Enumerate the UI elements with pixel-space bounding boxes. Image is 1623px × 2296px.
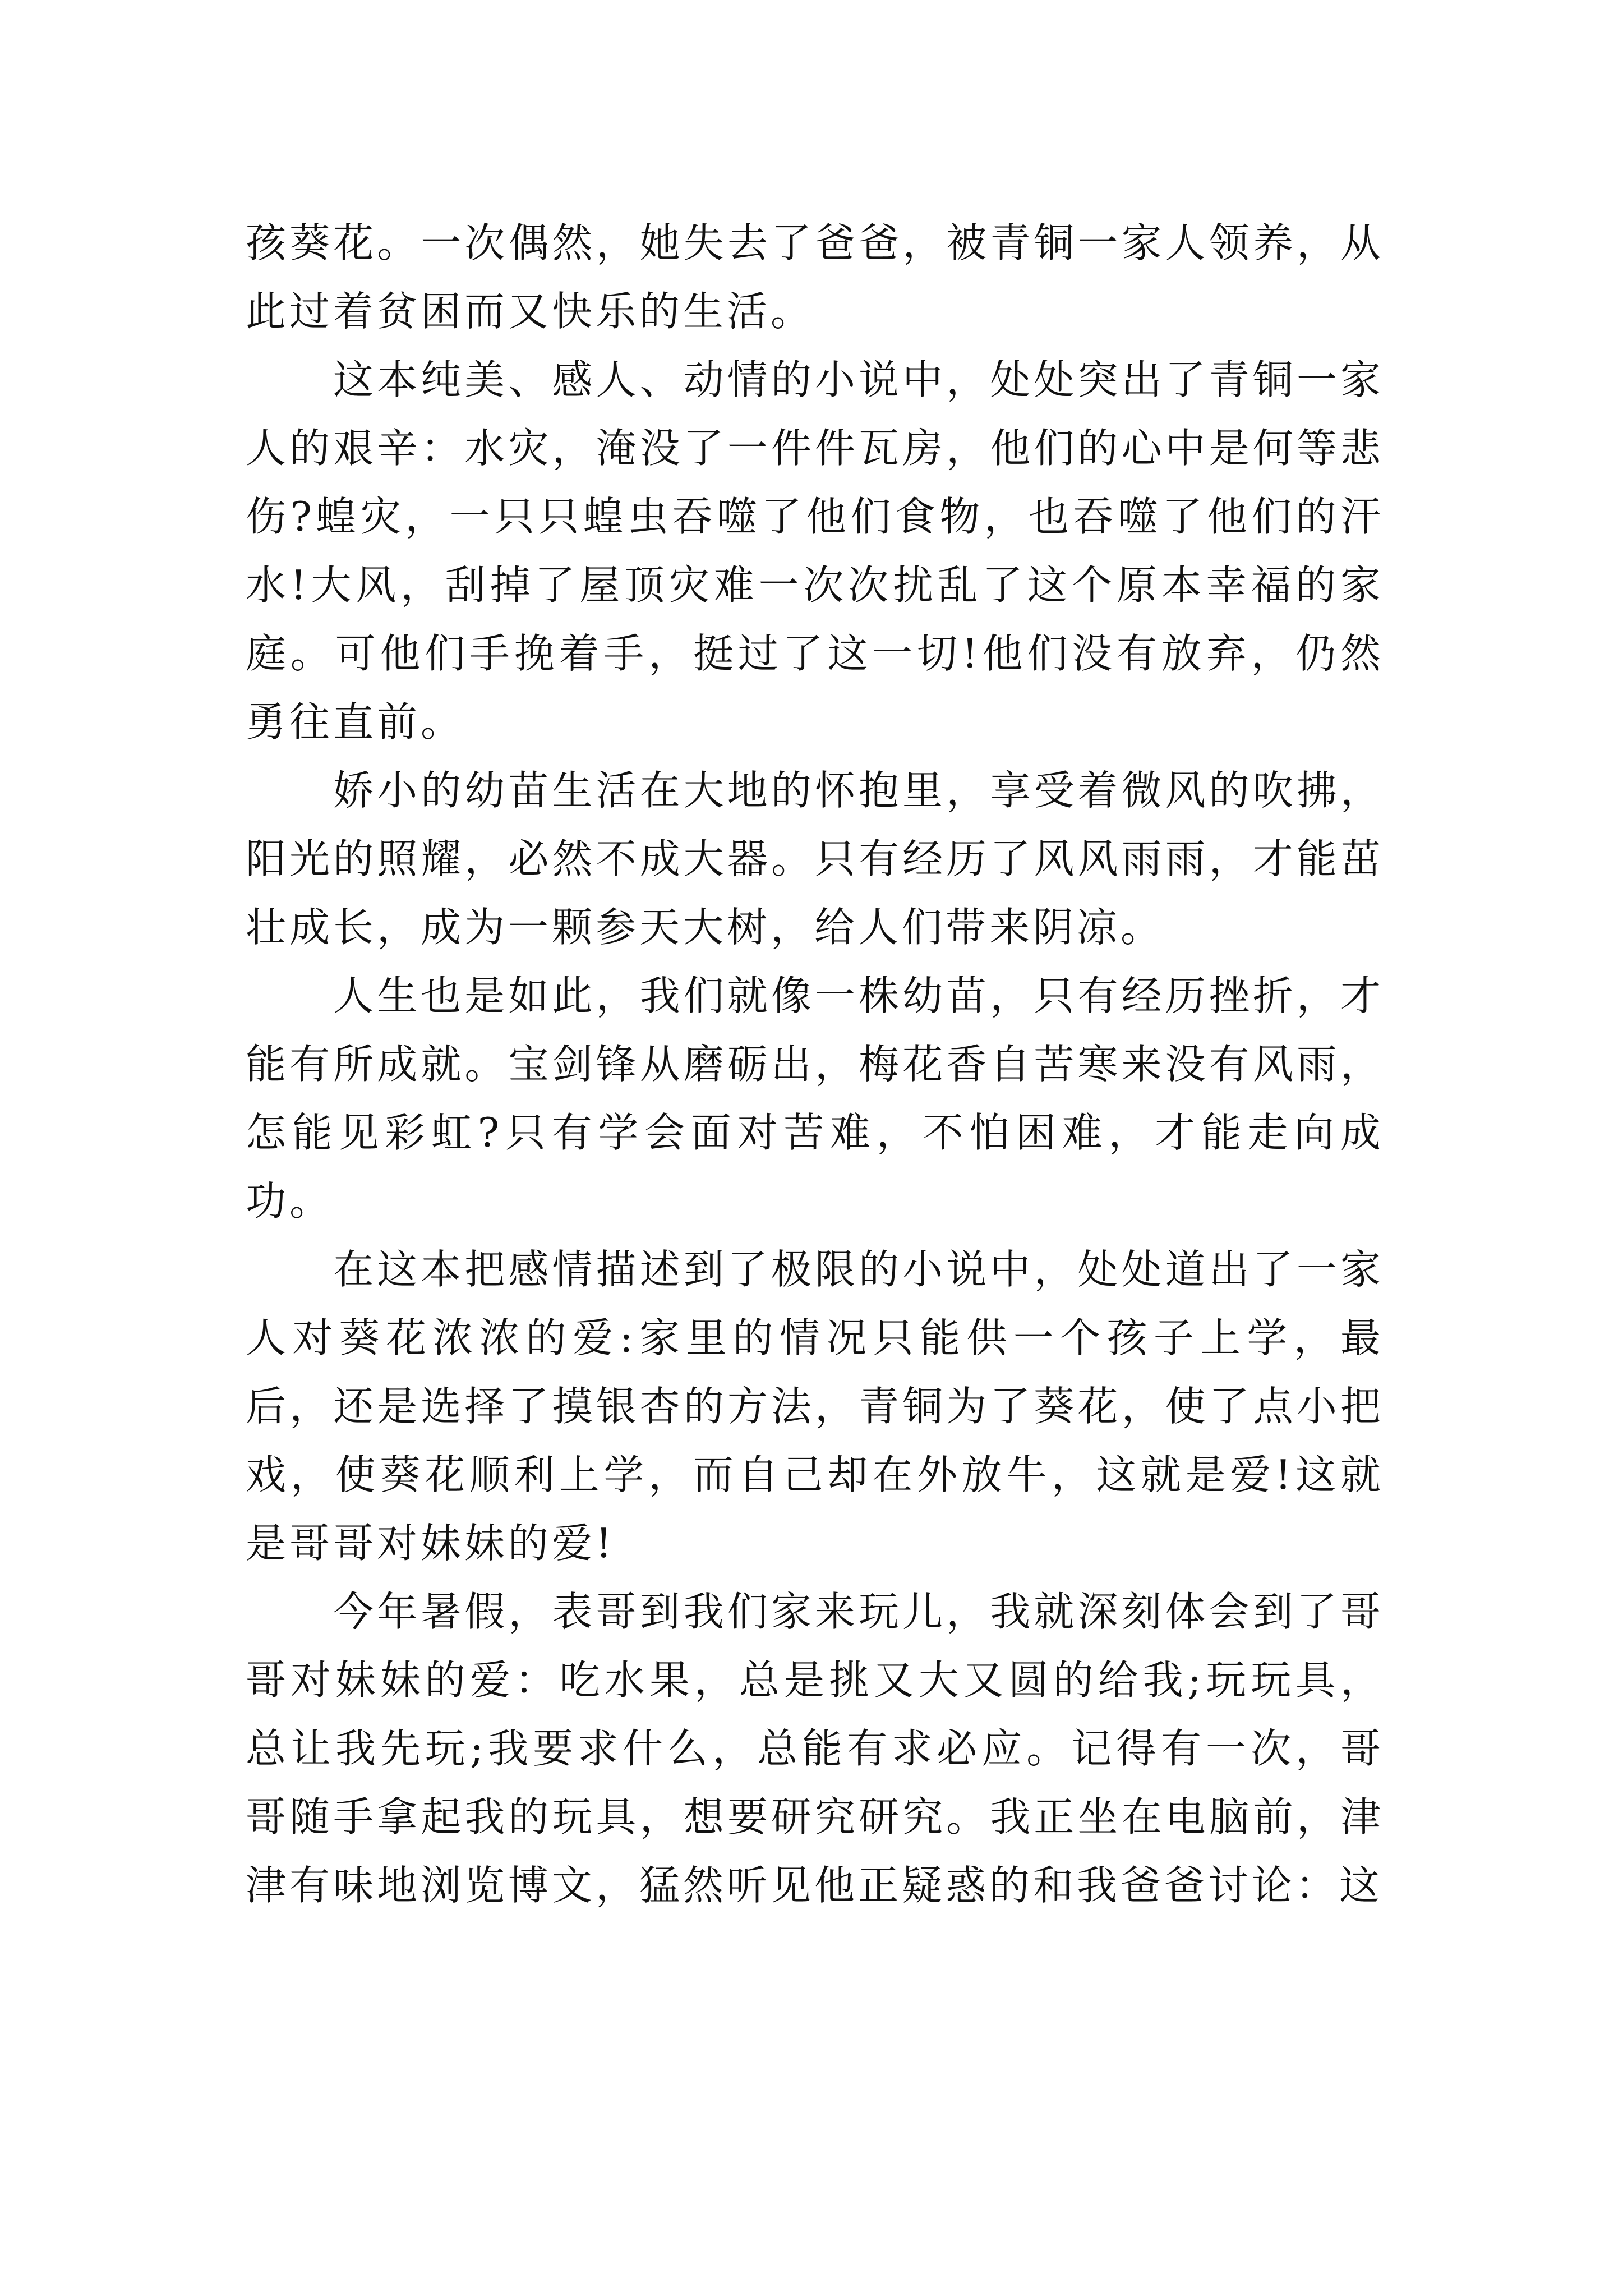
paragraph: 今年暑假，表哥到我们家来玩儿，我就深刻体会到了哥哥对妹妹的爱：吃水果，总是挑又大又圆的给我;玩玩具，总让我先玩;我要求什么，总能有求必应。记得有一次，哥哥随手拿起我的玩具，想要研究研究。我正坐在电脑前，津津有味地浏览博文，猛然听见他正疑惑的和我爸爸讨论：这 [246,1588,1384,1909]
paragraph: 人生也是如此，我们就像一株幼苗，只有经历挫折，才能有所成就。宝剑锋从磨砺出，梅花香自苦寒来没有风雨，怎能见彩虹?只有学会面对苦难，不怕困难，才能走向成功。 [246,972,1384,1225]
paragraph: 娇小的幼苗生活在大地的怀抱里，享受着微风的吹拂，阳光的照耀，必然不成大器。只有经历了风风雨雨，才能茁壮成长，成为一颗参天大树，给人们带来阴凉。 [246,767,1384,951]
paragraph-continued: 孩葵花。一次偶然，她失去了爸爸，被青铜一家人领养，从此过着贫困而又快乐的生活。 [246,219,1384,335]
paragraph: 这本纯美、感人、动情的小说中，处处突出了青铜一家人的艰辛：水灾，淹没了一件件瓦房，他们的心中是何等悲伤?蝗灾，一只只蝗虫吞噬了他们食物，也吞噬了他们的汗水!大风，刮掉了屋顶灾难一次次扰乱了这个原本幸福的家庭。可他们手挽着手，挺过了这一切!他们没有放弃，仍然勇往直前。 [246,356,1384,746]
paragraph: 在这本把感情描述到了极限的小说中，处处道出了一家人对葵花浓浓的爱:家里的情况只能供一个孩子上学，最后，还是选择了摸银杏的方法，青铜为了葵花，使了点小把戏，使葵花顺利上学，而自己却在外放牛，这就是爱!这就是哥哥对妹妹的爱! [246,1246,1384,1567]
body-text [246,209,1384,1920]
